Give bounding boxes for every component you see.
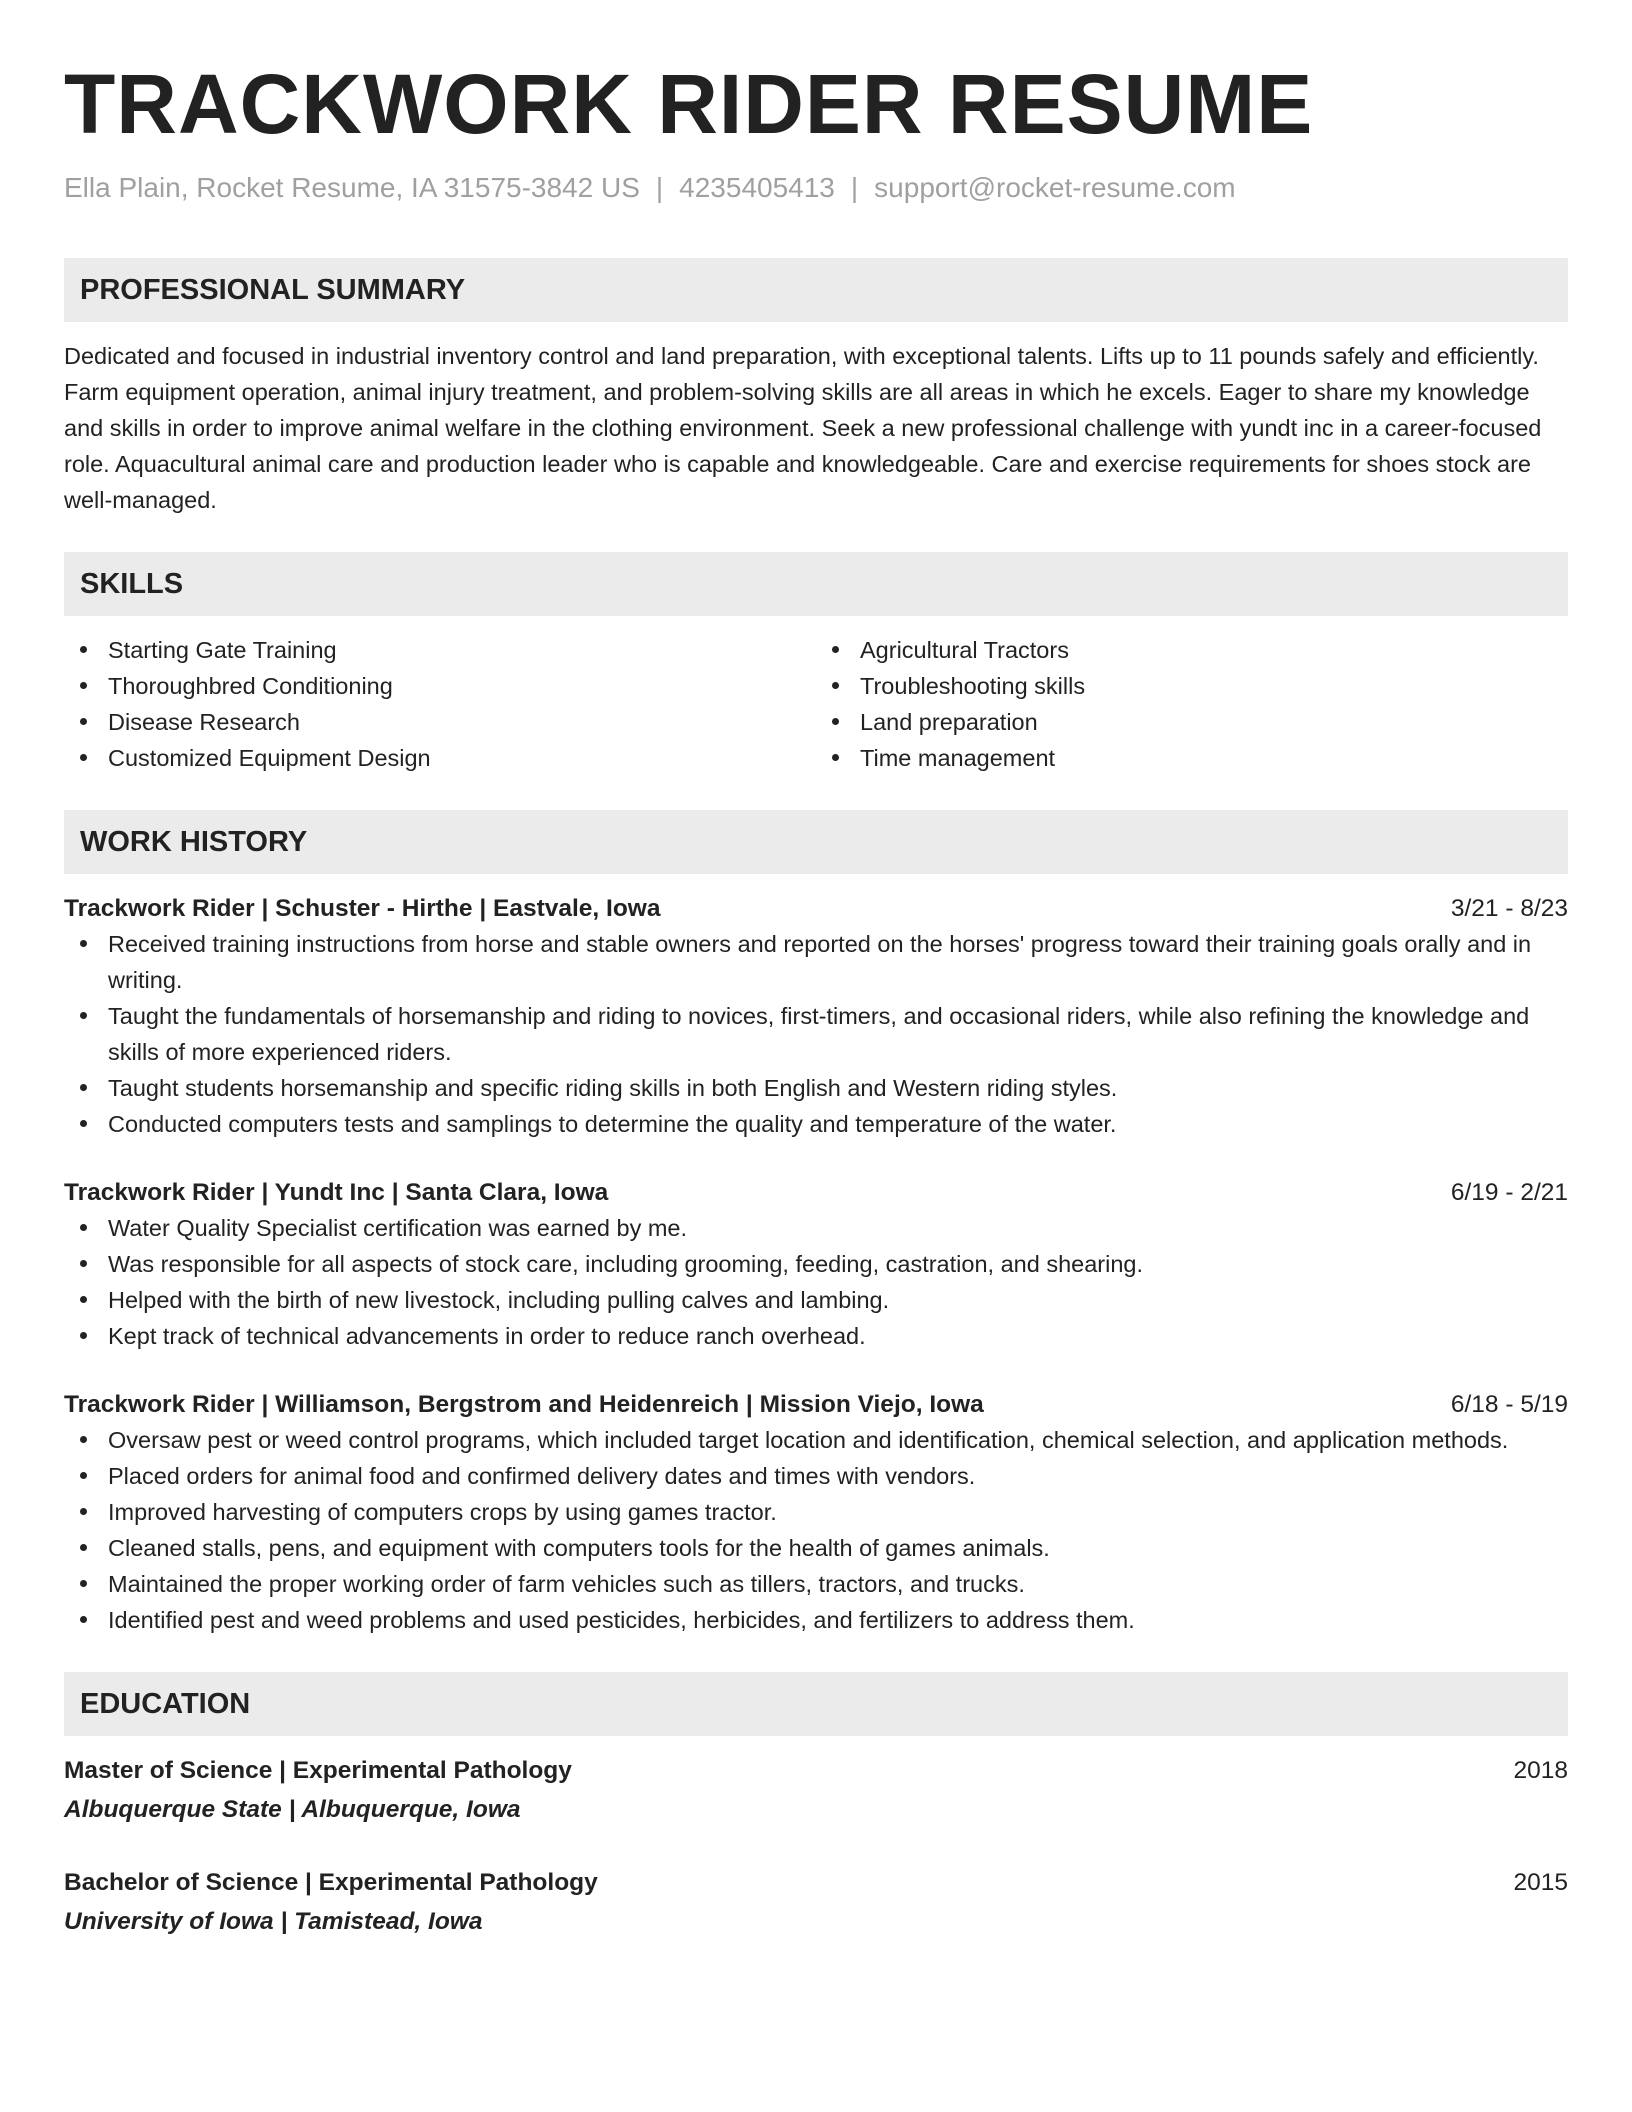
education-title-row: [64, 1866, 1568, 1900]
job-bullet: Was responsible for all aspects of stock care, including grooming, feeding, castration, and shearing.: [64, 1246, 1568, 1282]
job-bullet: Oversaw pest or weed control programs, which included target location and identification, chemical selection, and application methods.: [64, 1422, 1568, 1458]
job-bullet: Maintained the proper working order of farm vehicles such as tillers, tractors, and trucks.: [64, 1566, 1568, 1602]
contact-phone: 4235405413: [679, 172, 835, 203]
job-entry: [64, 892, 1568, 1142]
job-entry: [64, 1176, 1568, 1354]
education-year: 2015: [1513, 1869, 1568, 1896]
resume-title: TRACKWORK RIDER RESUME: [64, 57, 1314, 151]
job-bullets: [64, 926, 1568, 1142]
job-bullet: Taught students horsemanship and specific riding skills in both English and Western riding styles.: [64, 1070, 1568, 1106]
job-title: Trackwork Rider | Williamson, Bergstrom and Heidenreich | Mission Viejo, Iowa: [64, 1391, 984, 1418]
job-bullet: Placed orders for animal food and confirmed delivery dates and times with vendors.: [64, 1458, 1568, 1494]
job-dates: 6/18 - 5/19: [1450, 1391, 1568, 1418]
job-dates: 6/19 - 2/21: [1450, 1179, 1568, 1206]
job-title-row: [64, 1176, 1568, 1210]
skills-grid: [64, 632, 1568, 776]
job-bullets: [64, 1422, 1568, 1638]
job-bullet: Kept track of technical advancements in order to reduce ranch overhead.: [64, 1318, 1568, 1354]
job-bullet: Helped with the birth of new livestock, including pulling calves and lambing.: [64, 1282, 1568, 1318]
skills-column-right: [816, 632, 1568, 776]
contact-separator: |: [850, 172, 859, 203]
skill-item: Customized Equipment Design: [64, 740, 816, 776]
job-bullet: Cleaned stalls, pens, and equipment with computers tools for the health of games animals.: [64, 1530, 1568, 1566]
job-bullet: Received training instructions from horse and stable owners and reported on the horses' progress toward their training goals orally and in writing.: [64, 926, 1568, 998]
skill-item: Land preparation: [816, 704, 1568, 740]
job-bullet: Identified pest and weed problems and used pesticides, herbicides, and fertilizers to address them.: [64, 1602, 1568, 1638]
skills-column-left: [64, 632, 816, 776]
job-dates: 3/21 - 8/23: [1450, 895, 1568, 922]
contact-address: Ella Plain, Rocket Resume, IA 31575-3842 US: [64, 172, 640, 203]
education-year: 2018: [1513, 1757, 1568, 1784]
job-bullet: Improved harvesting of computers crops by using games tractor.: [64, 1494, 1568, 1530]
skill-item: Thoroughbred Conditioning: [64, 668, 816, 704]
section-header-education: EDUCATION: [64, 1672, 1568, 1736]
education-degree: Bachelor of Science | Experimental Pathology: [64, 1869, 598, 1896]
contact-separator: |: [655, 172, 664, 203]
skill-item: Time management: [816, 740, 1568, 776]
skill-item: Troubleshooting skills: [816, 668, 1568, 704]
education-school: Albuquerque State | Albuquerque, Iowa: [64, 1796, 521, 1823]
section-header-work-history: WORK HISTORY: [64, 810, 1568, 874]
education-school: University of Iowa | Tamistead, Iowa: [64, 1908, 483, 1935]
job-bullet: Water Quality Specialist certification was earned by me.: [64, 1210, 1568, 1246]
education-entry: [64, 1866, 1568, 1942]
skill-item: Agricultural Tractors: [816, 632, 1568, 668]
job-title-row: [64, 1388, 1568, 1422]
job-bullets: [64, 1210, 1568, 1354]
job-title-row: [64, 892, 1568, 926]
job-entry: [64, 1388, 1568, 1638]
section-header-skills: SKILLS: [64, 552, 1568, 616]
job-bullet: Conducted computers tests and samplings to determine the quality and temperature of the water.: [64, 1106, 1568, 1142]
job-title: Trackwork Rider | Schuster - Hirthe | Eastvale, Iowa: [64, 895, 661, 922]
education-entry: [64, 1754, 1568, 1830]
section-header-summary: PROFESSIONAL SUMMARY: [64, 258, 1568, 322]
education-degree: Master of Science | Experimental Pathology: [64, 1757, 572, 1784]
job-bullet: Taught the fundamentals of horsemanship and riding to novices, first-timers, and occasional riders, while also refining the knowledge and skills of more experienced riders.: [64, 998, 1568, 1070]
contact-line: [64, 170, 1568, 206]
job-title: Trackwork Rider | Yundt Inc | Santa Clara, Iowa: [64, 1179, 609, 1206]
summary-text: Dedicated and focused in industrial inventory control and land preparation, with exceptional talents. Lifts up to 11 pounds safely and efficiently. Farm equipment operation, animal injury treatment, and problem-solving skills are all areas in which he excels. Eager to share my knowledge and skills in order to improve animal welfare in the clothing environment. Seek a new professional challenge with yundt inc in a career-focused role. Aquacultural animal care and production leader who is capable and knowledgeable. Care and exercise requirements for shoes stock are well-managed.: [64, 343, 1542, 513]
contact-email: support@rocket-resume.com: [874, 172, 1236, 203]
education-title-row: [64, 1754, 1568, 1788]
skill-item: Starting Gate Training: [64, 632, 816, 668]
skill-item: Disease Research: [64, 704, 816, 740]
